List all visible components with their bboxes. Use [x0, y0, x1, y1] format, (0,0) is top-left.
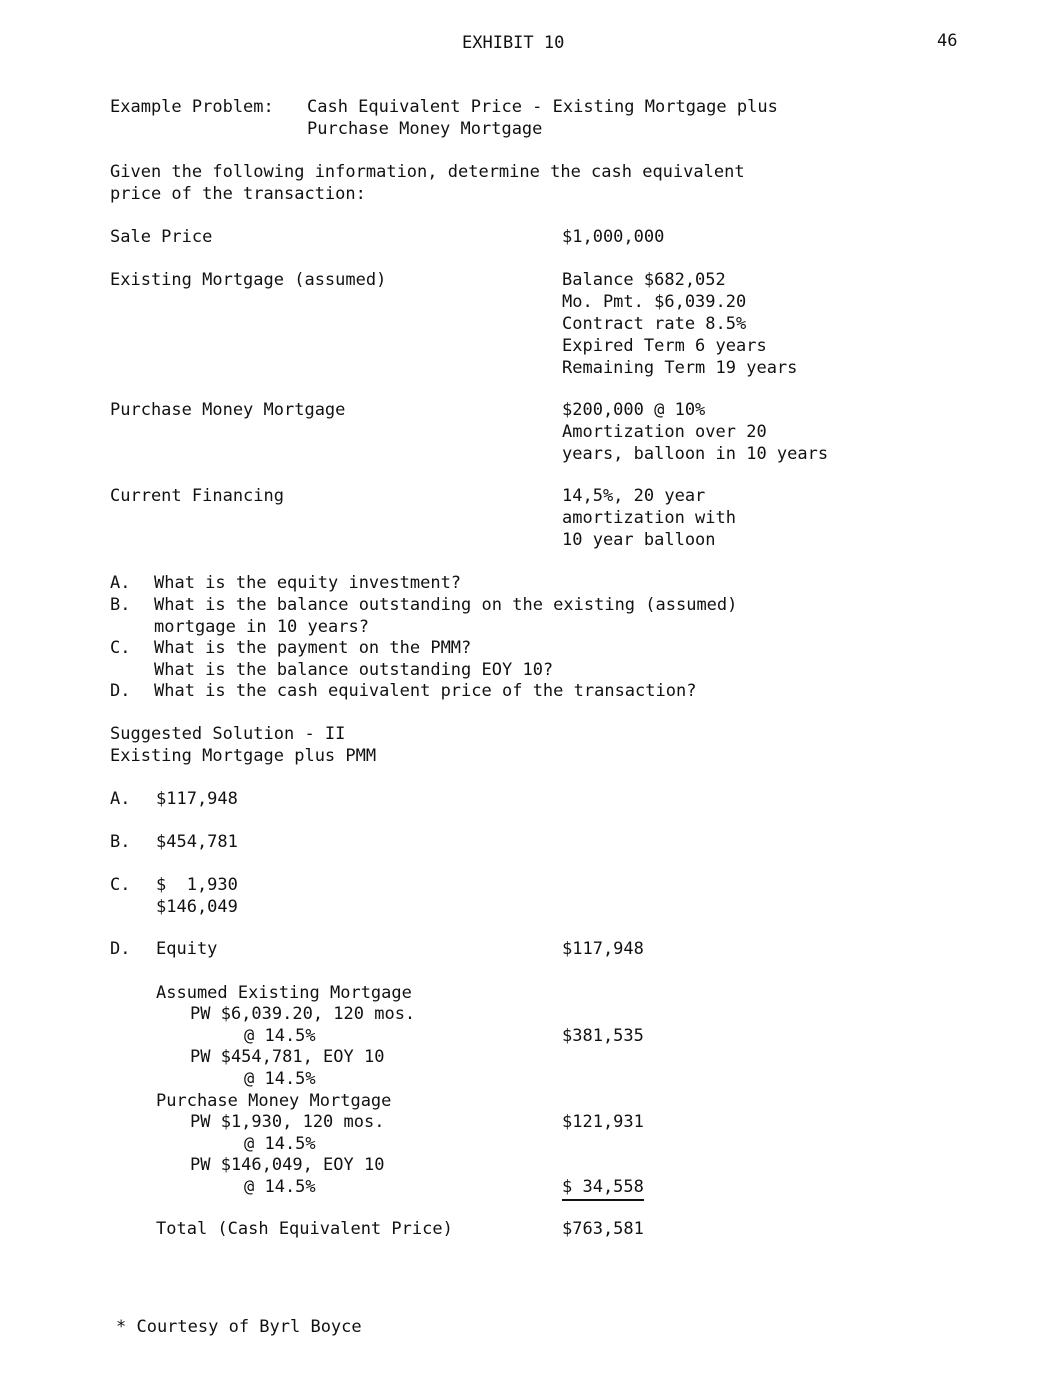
answer-c-letter: C.: [110, 875, 131, 895]
problem-label: Example Problem:: [110, 97, 274, 117]
current-financing-amortization: amortization with: [562, 508, 736, 528]
answer-b-letter: B.: [110, 832, 131, 852]
pw-payment-line: PW $6,039.20, 120 mos.: [190, 1004, 416, 1024]
existing-balance: Balance $682,052: [562, 270, 726, 290]
total-label: Total (Cash Equivalent Price): [156, 1219, 453, 1239]
question-d-letter: D.: [110, 681, 131, 701]
current-financing-rate: 14,5%, 20 year: [562, 486, 706, 506]
question-b-text: What is the balance outstanding on the existing (assumed): [154, 595, 738, 615]
pw-payment-rate: @ 14.5%: [244, 1026, 316, 1046]
pw-pmm-balance-rate: @ 14.5%: [244, 1177, 316, 1197]
question-c-text-cont: What is the balance outstanding EOY 10?: [154, 660, 554, 680]
assumed-mortgage-label: Assumed Existing Mortgage: [156, 983, 412, 1003]
pw-pmm-balance-value: $ 34,558: [562, 1177, 644, 1201]
answer-a-letter: A.: [110, 789, 131, 809]
question-b-text-cont: mortgage in 10 years?: [154, 617, 369, 637]
question-c-text: What is the payment on the PMM?: [154, 638, 472, 658]
current-financing-balloon: 10 year balloon: [562, 530, 716, 550]
pw-balance-rate: @ 14.5%: [244, 1069, 316, 1089]
pw-pmm-balance-line: PW $146,049, EOY 10: [190, 1155, 385, 1175]
pw-pmm-payment-rate: @ 14.5%: [244, 1134, 316, 1154]
total-value: $763,581: [562, 1219, 644, 1239]
existing-remaining-term: Remaining Term 19 years: [562, 358, 798, 378]
pmm-balloon: years, balloon in 10 years: [562, 444, 829, 464]
pmm-section-label: Purchase Money Mortgage: [156, 1091, 392, 1111]
equity-value: $117,948: [562, 939, 644, 959]
problem-title-line1: Cash Equivalent Price - Existing Mortgage plus: [307, 97, 778, 117]
intro-line1: Given the following information, determine the cash equivalent: [110, 162, 745, 182]
pw-pmm-payment-line: PW $1,930, 120 mos.: [190, 1112, 385, 1132]
pw-balance-line: PW $454,781, EOY 10: [190, 1047, 385, 1067]
answer-a-value: $117,948: [156, 789, 238, 809]
sale-price-label: Sale Price: [110, 227, 213, 247]
solution-title: Suggested Solution - II: [110, 724, 346, 744]
solution-subtitle: Existing Mortgage plus PMM: [110, 746, 377, 766]
question-d-text: What is the cash equivalent price of the transaction?: [154, 681, 697, 701]
sale-price-value: $1,000,000: [562, 227, 665, 247]
existing-monthly-payment: Mo. Pmt. $6,039.20: [562, 292, 747, 312]
footnote: * Courtesy of Byrl Boyce: [116, 1317, 362, 1337]
existing-expired-term: Expired Term 6 years: [562, 336, 767, 356]
current-financing-label: Current Financing: [110, 486, 284, 506]
exhibit-title: EXHIBIT 10: [462, 33, 565, 53]
answer-c-payment: $ 1,930: [156, 875, 238, 895]
existing-mortgage-label: Existing Mortgage (assumed): [110, 270, 387, 290]
pmm-label: Purchase Money Mortgage: [110, 400, 346, 420]
equity-label: Equity: [156, 939, 218, 959]
answer-d-letter: D.: [110, 939, 131, 959]
intro-line2: price of the transaction:: [110, 184, 366, 204]
page-number: 46: [937, 31, 958, 51]
question-c-letter: C.: [110, 638, 131, 658]
answer-c-balance: $146,049: [156, 897, 238, 917]
pw-payment-value: $381,535: [562, 1026, 644, 1046]
answer-b-value: $454,781: [156, 832, 238, 852]
question-a-letter: A.: [110, 573, 131, 593]
question-a-text: What is the equity investment?: [154, 573, 462, 593]
pw-pmm-payment-value: $121,931: [562, 1112, 644, 1132]
existing-contract-rate: Contract rate 8.5%: [562, 314, 747, 334]
pmm-amount: $200,000 @ 10%: [562, 400, 706, 420]
pmm-amortization: Amortization over 20: [562, 422, 767, 442]
question-b-letter: B.: [110, 595, 131, 615]
problem-title-line2: Purchase Money Mortgage: [307, 119, 543, 139]
